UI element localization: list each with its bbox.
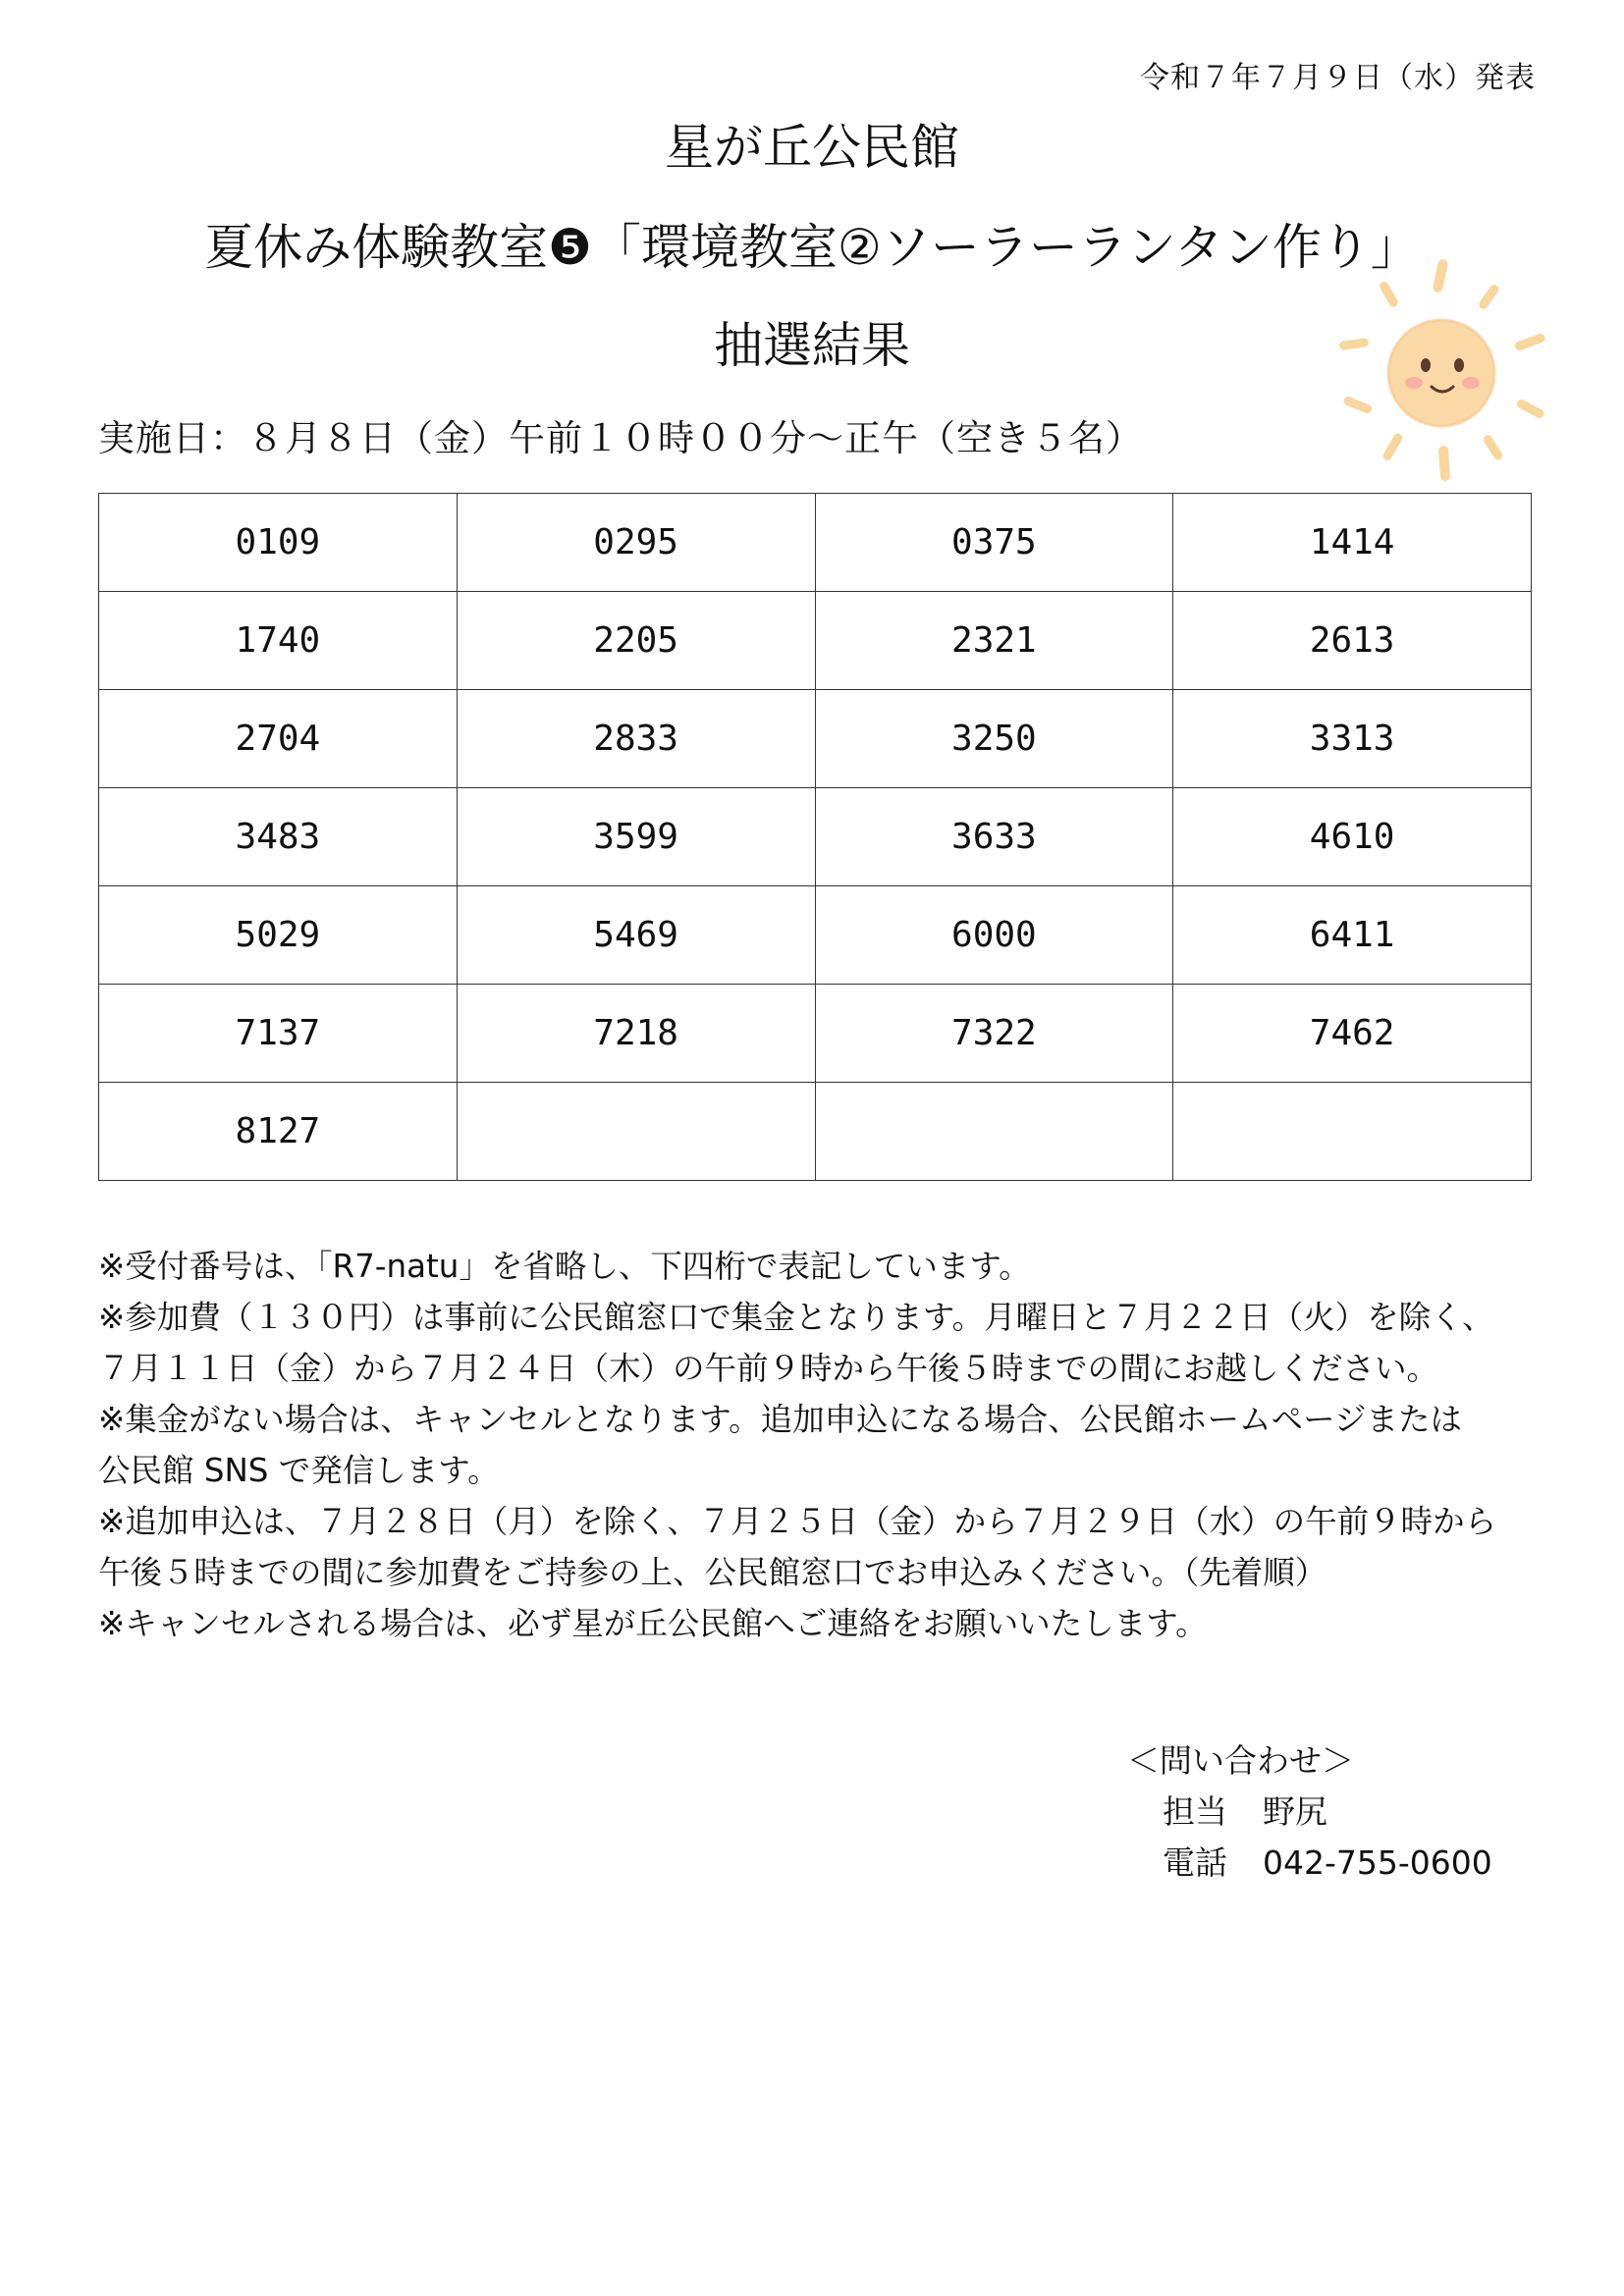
table-cell: 3313 <box>1173 690 1532 788</box>
table-cell: 1740 <box>99 592 458 690</box>
table-cell: 7322 <box>815 985 1173 1083</box>
note-line: ※参加費（１３０円）は事前に公民館窓口で集金となります。月曜日と７月２２日（火）を除く、 <box>98 1299 1494 1336</box>
note-item <box>98 1394 1551 1496</box>
table-row <box>99 788 1532 886</box>
note-line: ※追加申込は、７月２８日（月）を除く、７月２５日（金）から７月２９日（水）の午前９時から <box>98 1503 1497 1540</box>
lottery-results-table <box>98 493 1532 1181</box>
phone-label: 電話 <box>1163 1843 1227 1882</box>
table-cell: 2321 <box>815 592 1173 690</box>
note-line: ※キャンセルされる場合は、必ず星が丘公民館へご連絡をお願いいたします。 <box>98 1605 1208 1642</box>
contact-heading: ＜問い合わせ＞ <box>1127 1741 1354 1780</box>
table-cell: 7462 <box>1173 985 1532 1083</box>
announcement-date: 令和７年７月９日（水）発表 <box>1140 61 1536 95</box>
contact-person <box>1127 1787 1492 1838</box>
person-label: 担当 <box>1163 1792 1227 1831</box>
note-item <box>98 1598 1551 1649</box>
table-row <box>99 690 1532 788</box>
table-cell: 2205 <box>457 592 815 690</box>
table-cell <box>1173 1083 1532 1181</box>
table-cell <box>815 1083 1173 1181</box>
note-line: ７月１１日（金）から７月２４日（木）の午前９時から午後５時までの間にお越しください。 <box>98 1350 1439 1387</box>
note-line: ※受付番号は、「R7-natu」を省略し、下四桁で表記しています。 <box>98 1248 1031 1285</box>
note-item <box>98 1292 1551 1394</box>
table-row <box>99 886 1532 985</box>
table-cell: 6000 <box>815 886 1173 985</box>
table-cell: 3633 <box>815 788 1173 886</box>
table-cell: 7218 <box>457 985 815 1083</box>
note-item <box>98 1496 1551 1598</box>
event-title: 夏休み体験教室❺「環境教室②ソーラーランタン作り」 <box>204 219 1420 276</box>
table-row <box>99 592 1532 690</box>
results-subtitle: 抽選結果 <box>714 317 910 374</box>
table-cell: 8127 <box>99 1083 458 1181</box>
note-line: 公民館 SNS で発信します。 <box>98 1452 500 1489</box>
note-line: ※集金がない場合は、キャンセルとなります。追加申込になる場合、公民館ホームページまたは <box>98 1401 1462 1438</box>
table-cell: 1414 <box>1173 494 1532 592</box>
table-row <box>99 1083 1532 1181</box>
table-cell: 0295 <box>457 494 815 592</box>
note-line: 午後５時までの間に参加費をご持参の上、公民館窓口でお申込みください。（先着順） <box>98 1554 1327 1591</box>
table-cell: 4610 <box>1173 788 1532 886</box>
table-cell: 0109 <box>99 494 458 592</box>
table-cell: 2833 <box>457 690 815 788</box>
notes-section <box>98 1241 1551 1649</box>
table-row <box>99 985 1532 1083</box>
table-row <box>99 494 1532 592</box>
smiling-sun-icon <box>1327 257 1555 485</box>
table-cell: 2613 <box>1173 592 1532 690</box>
table-cell: 3599 <box>457 788 815 886</box>
person-name: 野尻 <box>1263 1792 1327 1831</box>
table-cell <box>457 1083 815 1181</box>
note-item <box>98 1241 1551 1292</box>
table-cell: 3250 <box>815 690 1173 788</box>
contact-block <box>1127 1735 1492 1889</box>
phone-number: 042-755-0600 <box>1263 1843 1492 1882</box>
table-cell: 5469 <box>457 886 815 985</box>
table-cell: 5029 <box>99 886 458 985</box>
contact-phone <box>1127 1838 1492 1889</box>
table-cell: 2704 <box>99 690 458 788</box>
schedule-line: 実施日：８月８日（金）午前１０時００分～正午（空き５名） <box>98 417 1143 459</box>
table-cell: 0375 <box>815 494 1173 592</box>
table-cell: 6411 <box>1173 886 1532 985</box>
table-cell: 7137 <box>99 985 458 1083</box>
table-cell: 3483 <box>99 788 458 886</box>
facility-name: 星が丘公民館 <box>665 119 959 176</box>
